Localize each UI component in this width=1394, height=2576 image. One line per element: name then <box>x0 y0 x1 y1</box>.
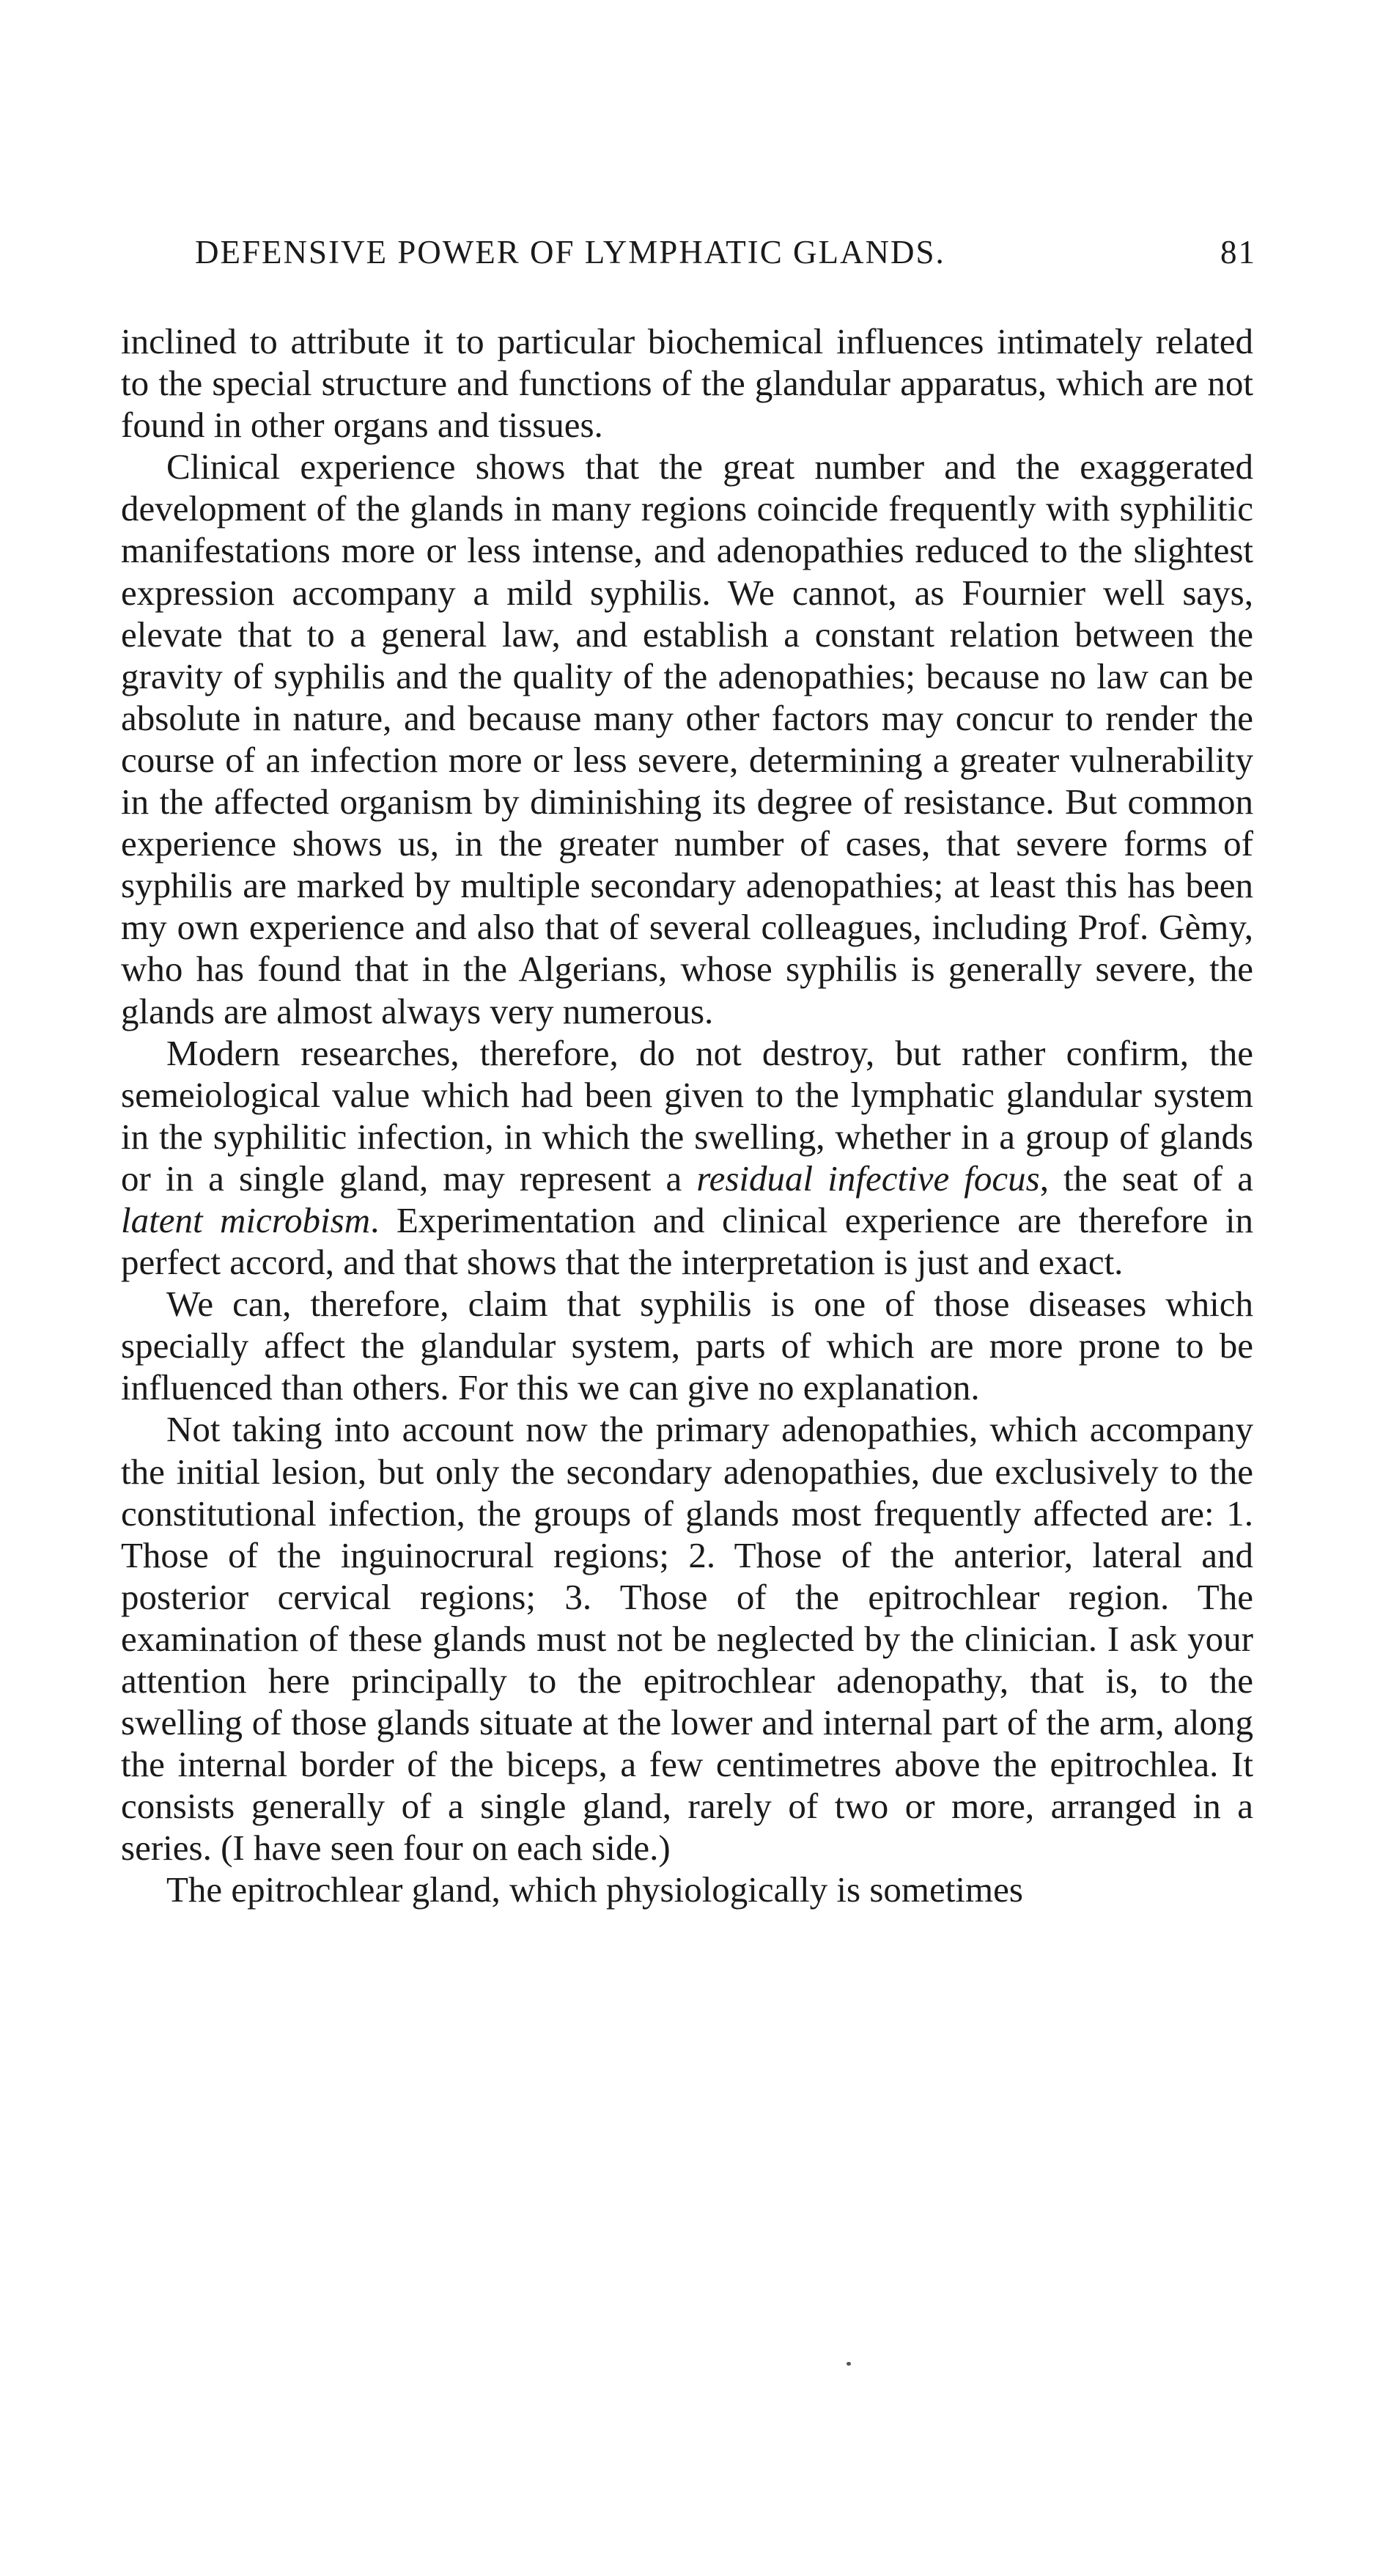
emphasis-residual-infective-focus: residual infective focus <box>696 1158 1040 1199</box>
paragraph-text: The epitrochlear gland, which physiologically is sometimes <box>166 1869 1023 1910</box>
paragraph-modern-researches <box>121 1032 1253 1284</box>
paragraph-continued <box>121 320 1253 446</box>
paragraph-secondary-adenopathies <box>121 1408 1253 1869</box>
paragraph-text: . Experimentation and clinical experience are therefore in perfect accord, and that shows that the interpretation is just and exact. <box>121 1199 1253 1283</box>
running-header <box>183 233 1261 277</box>
paragraph-text: We can, therefore, claim that syphilis is one of those diseases which specially affect the glandular system, parts of which are more prone to be influenced than others. For this we can give no explanation. <box>121 1284 1253 1408</box>
paragraph-clinical-experience <box>121 446 1253 1031</box>
paragraph-text: , the seat of a <box>1039 1158 1254 1199</box>
paragraph-syphilis-glandular <box>121 1283 1253 1408</box>
paragraph-text: inclined to attribute it to particular biochemical influences intimately related to the special structure and functions of the glandular apparatus, which are not found in other organs and tissues. <box>121 321 1253 446</box>
paragraph-text: Not taking into account now the primary adenopathies, which accompany the initial lesion, but only the secondary adenopathies, due exclusively to the constitutional infection, the groups of glands most frequently affected are: 1. Those of the inguinocrural regions; 2. Those of the anterior, lateral and posterior cervical regions; 3. Those of the epitrochlear region. The examination of these glands must not be neglected by the clinician. I ask your attention here principally to the epitrochlear adenopathy, that is, to the swelling of those glands situate at the lower and internal part of the arm, along the internal border of the biceps, a few centimetres above the epitrochlea. It consists generally of a single gland, rarely of two or more, arranged in a series. (I have seen four on each side.) <box>121 1409 1253 1869</box>
paragraph-text: Clinical experience shows that the great number and the exaggerated development of the glands in many regions coincide frequently with syphilitic manifestations more or less intense, and adenopathies reduced to the slightest expression accompany a mild syphilis. We cannot, as Fournier well says, elevate that to a general law, and establish a constant relation between the gravity of syphilis and the quality of the adenopathies; because no law can be absolute in nature, and because many other factors may concur to render the course of an infection more or less severe, determining a greater vulnerability in the affected organism by diminishing its degree of resistance. But common experience shows us, in the greater number of cases, that severe forms of syphilis are marked by multiple secondary adenopathies; at least this has been my own experience and also that of several colleagues, including Prof. Gèmy, who has found that in the Algerians, whose syphilis is generally severe, the glands are almost always very numerous. <box>121 446 1253 1031</box>
page-number: 81 <box>1220 234 1256 271</box>
ink-speck <box>847 2362 851 2366</box>
emphasis-latent-microbism: latent microbism <box>121 1199 371 1240</box>
paragraph-text: Modern researches, therefore, do not destroy, but rather confirm, the semeiological value which had been given to the lymphatic glandular system in the syphilitic infection, in which the swelling, whether in a group of glands or in a single gland, may represent a <box>121 1032 1253 1199</box>
body-text <box>121 320 1253 1911</box>
running-title: DEFENSIVE POWER OF LYMPHATIC GLANDS. <box>195 234 945 271</box>
paragraph-epitrochlear-gland <box>121 1869 1253 1910</box>
